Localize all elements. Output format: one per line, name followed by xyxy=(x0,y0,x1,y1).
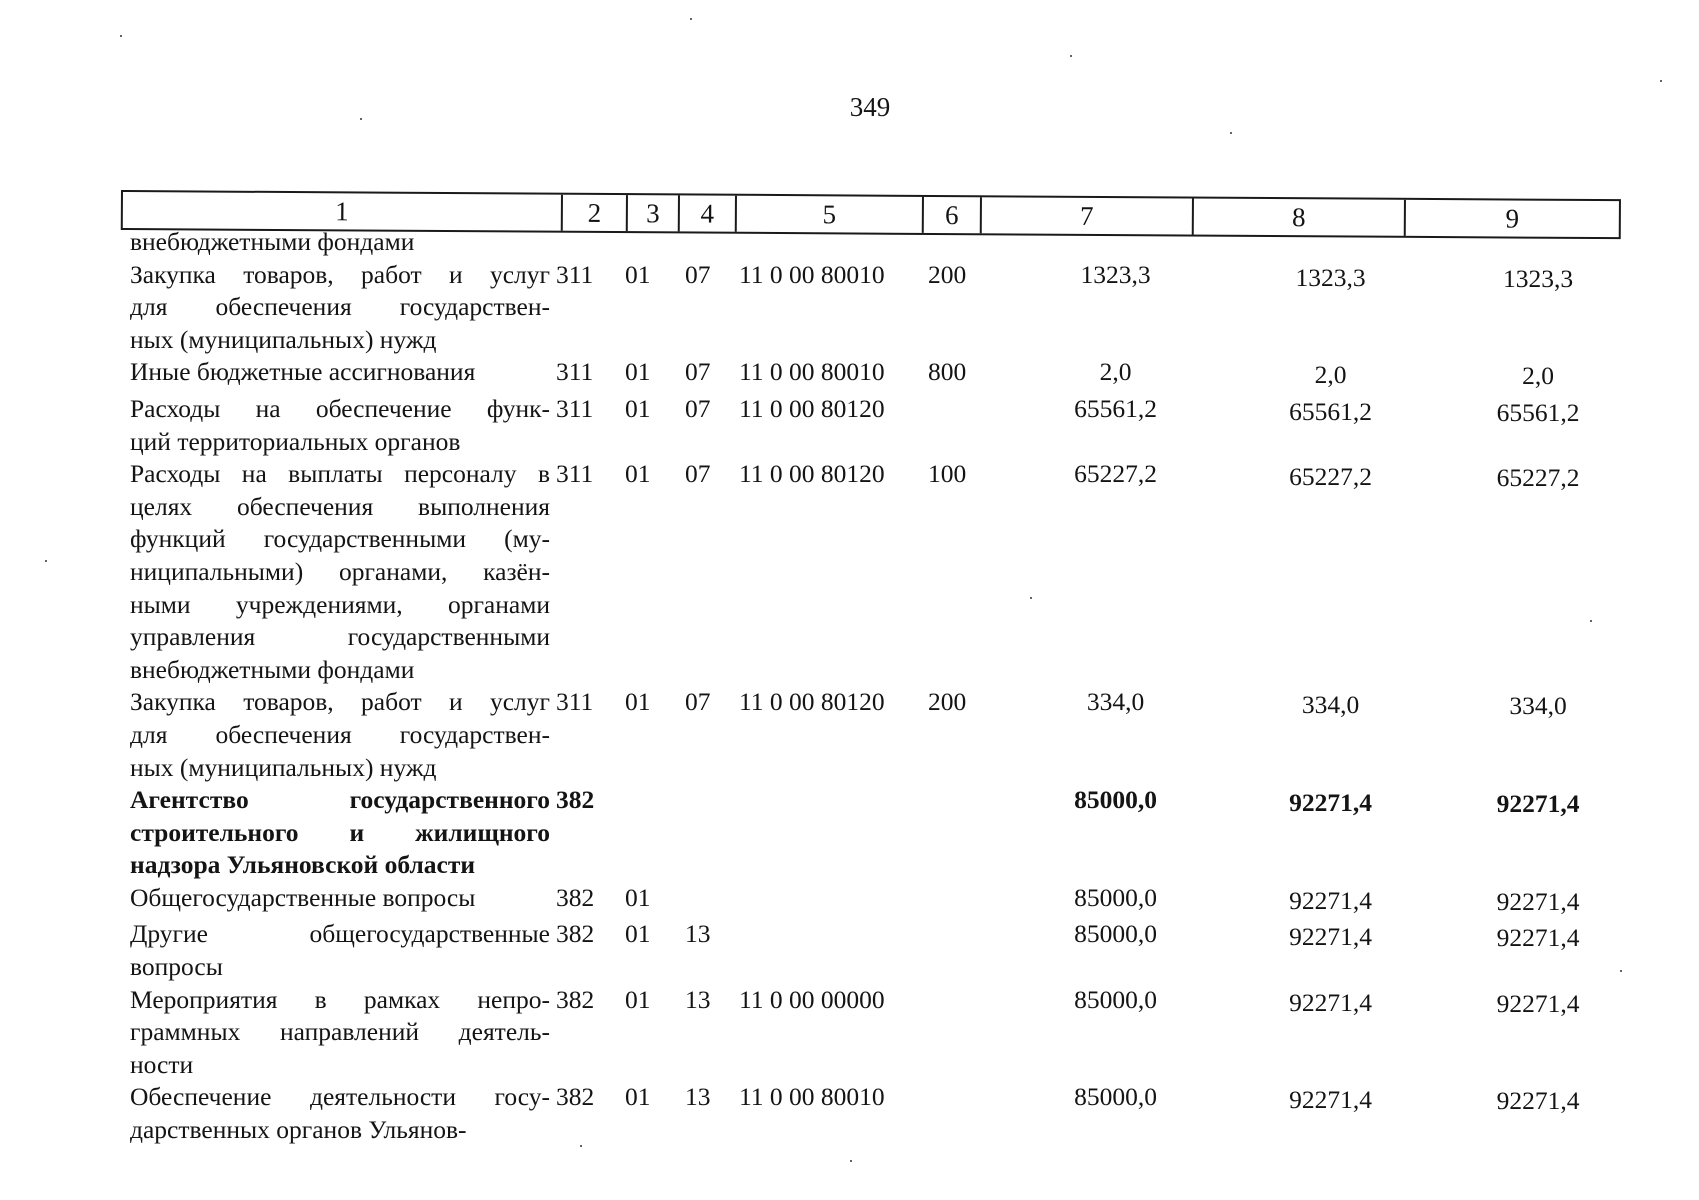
ministry-code: 382 xyxy=(556,984,595,1014)
subsection-code: 13 xyxy=(685,919,711,949)
target-article-code xyxy=(735,918,926,983)
description-line: ций территориальных органов xyxy=(130,426,461,456)
section-code: 01 xyxy=(625,1082,651,1112)
table-row xyxy=(130,226,1650,259)
header-col-3: 3 xyxy=(628,195,680,231)
section-code: 01 xyxy=(625,357,651,387)
row-description xyxy=(130,226,550,259)
scan-speck xyxy=(1230,132,1232,134)
row-description xyxy=(130,259,550,357)
target-article-code: 11 0 00 80010 xyxy=(739,259,885,289)
amount-col-8: 92271,4 xyxy=(1289,1085,1372,1115)
header-col-9: 9 xyxy=(1505,203,1520,234)
amount-col-9: 2,0 xyxy=(1522,361,1554,391)
amount-col-7: 85000,0 xyxy=(1074,785,1157,815)
expense-type-code xyxy=(926,1081,988,1146)
ministry-code: 311 xyxy=(556,259,594,289)
description-line: ных (муниципальных) нужд xyxy=(130,752,437,782)
description-line: ных (муниципальных) нужд xyxy=(130,324,437,354)
scan-speck xyxy=(360,118,362,120)
amount-col-9: 92271,4 xyxy=(1496,789,1580,819)
header-col-5: 5 xyxy=(737,196,924,233)
target-article-code: 11 0 00 00000 xyxy=(739,984,885,1014)
header-col-2: 2 xyxy=(563,195,628,231)
subsection-code: 13 xyxy=(685,1082,711,1112)
amount-col-7: 65227,2 xyxy=(1074,459,1157,489)
section-code: 01 xyxy=(625,687,651,717)
row-description xyxy=(130,784,550,882)
description-line: Расходы на выплаты персоналу в xyxy=(130,459,550,489)
amount-col-7: 85000,0 xyxy=(1074,882,1157,912)
expense-type-code: 200 xyxy=(928,259,967,289)
table-row xyxy=(130,918,1650,983)
scan-speck xyxy=(1660,80,1662,82)
subsection-code: 07 xyxy=(685,259,711,289)
amount-col-8: 2,0 xyxy=(1314,360,1347,390)
ministry-code: 311 xyxy=(556,687,594,717)
description-line: Расходы на обеспечение функ- xyxy=(130,393,550,423)
section-code: 01 xyxy=(625,882,651,912)
amount-col-8: 1323,3 xyxy=(1295,262,1366,292)
section-code: 01 xyxy=(625,919,651,949)
row-description xyxy=(130,882,550,919)
description-line: Агентство государственного xyxy=(130,785,550,815)
ministry-code: 311 xyxy=(556,459,594,489)
row-description xyxy=(130,356,550,393)
amount-col-7: 1323,3 xyxy=(1080,259,1151,289)
target-article-code: 11 0 00 80010 xyxy=(739,357,885,387)
header-col-7: 7 xyxy=(982,197,1194,234)
description-line: граммных направлений деятель- xyxy=(130,1017,550,1047)
ministry-code: 382 xyxy=(556,882,595,912)
amount-col-9: 334,0 xyxy=(1509,691,1567,721)
target-article-code: 11 0 00 80120 xyxy=(739,459,885,489)
subsection-code xyxy=(680,784,735,882)
section-code: 01 xyxy=(625,459,651,489)
amount-col-9: 92271,4 xyxy=(1496,988,1580,1018)
description-line: строительного и жилищного xyxy=(130,817,550,847)
row-description xyxy=(130,393,550,458)
ministry-code xyxy=(550,226,622,259)
expense-type-code xyxy=(926,918,988,983)
scan-speck xyxy=(1590,620,1592,622)
description-line: ными учреждениями, органами xyxy=(130,589,550,619)
expense-type-code xyxy=(926,984,988,1082)
scan-speck xyxy=(45,560,47,562)
amount-col-8: 65227,2 xyxy=(1289,462,1372,492)
expense-type-code xyxy=(926,393,988,458)
target-article-code xyxy=(735,882,926,919)
scan-speck xyxy=(1620,970,1622,972)
amount-col-7 xyxy=(988,226,1223,259)
description-line: Обеспечение деятельности госу- xyxy=(130,1082,550,1112)
scan-speck xyxy=(690,18,692,20)
description-line: внебюджетными фондами xyxy=(130,227,415,256)
description-line: ности xyxy=(130,1049,194,1079)
scan-speck xyxy=(1030,597,1032,599)
table-row xyxy=(130,882,1650,919)
description-line: Общегосударственные вопросы xyxy=(130,882,476,912)
section-code: 01 xyxy=(625,984,651,1014)
amount-col-8: 92271,4 xyxy=(1289,885,1372,915)
subsection-code xyxy=(680,882,735,919)
table-row xyxy=(130,393,1650,458)
table-row xyxy=(130,1081,1650,1146)
target-article-code xyxy=(735,226,926,259)
expense-type-code xyxy=(926,226,988,259)
description-line: для обеспечения государствен- xyxy=(130,719,550,749)
amount-col-7: 2,0 xyxy=(1099,357,1132,387)
subsection-code: 07 xyxy=(685,459,711,489)
description-line: дарственных органов Ульянов- xyxy=(130,1115,467,1145)
section-code: 01 xyxy=(625,393,651,423)
description-line: Закупка товаров, работ и услуг xyxy=(130,259,550,289)
table-body xyxy=(130,226,1650,1147)
ministry-code: 382 xyxy=(556,785,595,815)
amount-col-7: 85000,0 xyxy=(1074,1082,1157,1112)
section-code: 01 xyxy=(625,259,651,289)
target-article-code: 11 0 00 80120 xyxy=(739,687,885,717)
target-article-code: 11 0 00 80120 xyxy=(739,393,885,423)
ministry-code: 382 xyxy=(556,1082,595,1112)
description-line: функций государственными (му- xyxy=(130,524,550,554)
ministry-code: 382 xyxy=(556,919,595,949)
page-number: 349 xyxy=(849,92,891,122)
row-description xyxy=(130,458,550,686)
section-code xyxy=(622,784,680,882)
header-col-6: 6 xyxy=(924,197,982,233)
header-col-1: 1 xyxy=(123,192,563,231)
amount-col-7: 85000,0 xyxy=(1074,984,1157,1014)
row-description xyxy=(130,918,550,983)
amount-col-7: 334,0 xyxy=(1086,687,1145,717)
expense-type-code xyxy=(926,882,988,919)
row-description xyxy=(130,686,550,784)
amount-col-8: 65561,2 xyxy=(1289,396,1372,426)
ministry-code: 311 xyxy=(556,393,594,423)
description-line: целях обеспечения выполнения xyxy=(130,491,550,521)
subsection-code: 13 xyxy=(685,984,711,1014)
amount-col-9: 65227,2 xyxy=(1496,463,1580,493)
amount-col-9: 92271,4 xyxy=(1496,886,1580,916)
table-row xyxy=(130,984,1650,1082)
target-article-code xyxy=(735,784,926,882)
amount-col-8: 92271,4 xyxy=(1289,788,1372,818)
expense-type-code xyxy=(926,784,988,882)
ministry-code: 311 xyxy=(556,357,594,387)
scan-speck xyxy=(1070,55,1072,57)
subsection-code: 07 xyxy=(685,357,711,387)
description-line: вопросы xyxy=(130,952,223,982)
description-line: Мероприятия в рамках непро- xyxy=(130,984,550,1014)
scan-speck xyxy=(850,1160,852,1162)
expense-type-code: 200 xyxy=(928,687,967,717)
amount-col-9 xyxy=(1438,226,1638,259)
description-line: Иные бюджетные ассигнования xyxy=(130,357,476,387)
target-article-code: 11 0 00 80010 xyxy=(739,1082,885,1112)
table-row xyxy=(130,356,1650,393)
row-description xyxy=(130,1081,550,1146)
table-row xyxy=(130,259,1650,357)
table-row xyxy=(130,686,1650,784)
subsection-code xyxy=(680,226,735,259)
expense-type-code: 800 xyxy=(928,357,967,387)
header-col-4: 4 xyxy=(680,195,737,231)
header-col-8: 8 xyxy=(1194,199,1406,236)
scan-speck xyxy=(580,1145,582,1147)
amount-col-9: 92271,4 xyxy=(1496,923,1580,953)
scan-speck xyxy=(120,35,122,37)
amount-col-8: 92271,4 xyxy=(1289,987,1372,1017)
table-row xyxy=(130,458,1650,686)
description-line: Другие общегосударственные xyxy=(130,919,550,949)
amount-col-7: 85000,0 xyxy=(1074,919,1157,949)
row-description xyxy=(130,984,550,1082)
amount-col-7: 65561,2 xyxy=(1074,393,1157,423)
amount-col-8: 334,0 xyxy=(1301,690,1360,720)
amount-col-9: 65561,2 xyxy=(1496,397,1580,427)
description-line: внебюджетными фондами xyxy=(130,654,415,684)
description-line: ниципальными) органами, казён- xyxy=(130,556,550,586)
section-code xyxy=(622,226,680,259)
description-line: для обеспечения государствен- xyxy=(130,292,550,322)
amount-col-8 xyxy=(1223,226,1438,259)
expense-type-code: 100 xyxy=(928,459,967,489)
table-row xyxy=(130,784,1650,882)
amount-col-8: 92271,4 xyxy=(1289,922,1372,952)
subsection-code: 07 xyxy=(685,393,711,423)
description-line: надзора Ульяновской области xyxy=(130,850,476,880)
amount-col-9: 92271,4 xyxy=(1496,1086,1580,1116)
description-line: Закупка товаров, работ и услуг xyxy=(130,687,550,717)
description-line: управления государственными xyxy=(130,622,550,652)
amount-col-9: 1323,3 xyxy=(1502,263,1574,293)
subsection-code: 07 xyxy=(685,687,711,717)
